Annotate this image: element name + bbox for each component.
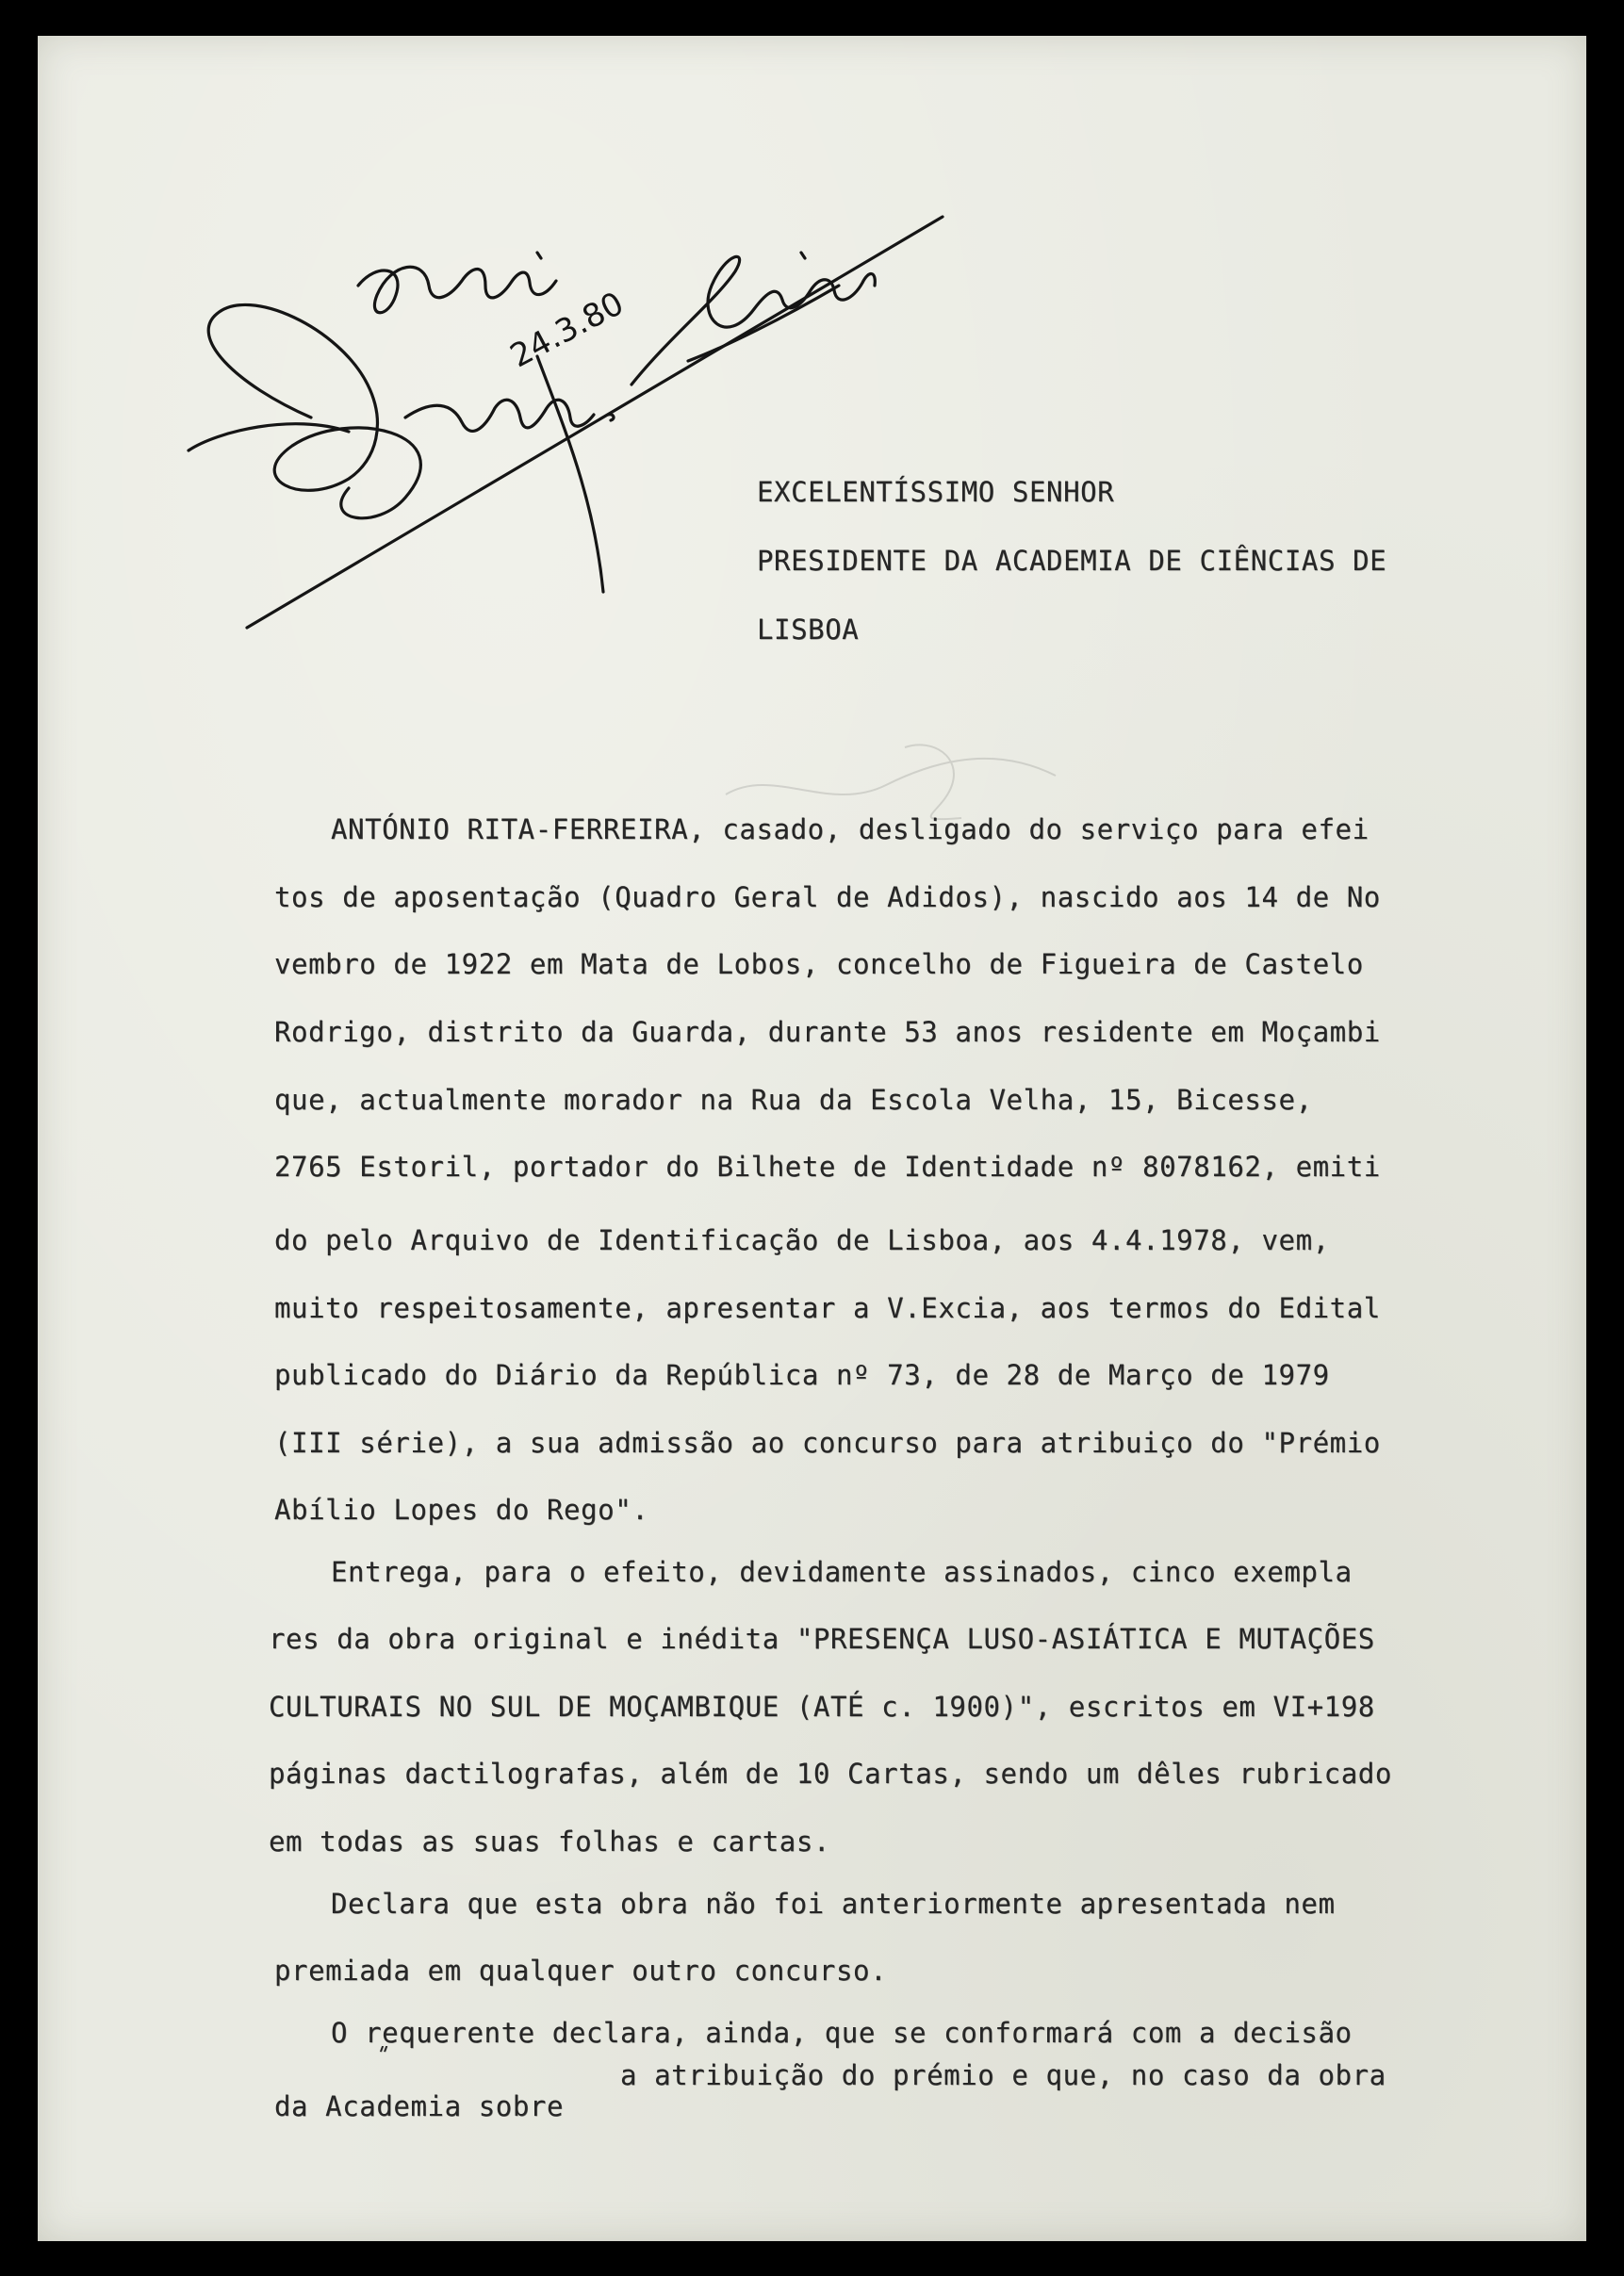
signature-date: 24.3.80 [504, 285, 631, 376]
body-line: Declara que esta obra não foi anteriormente apresentada nem [331, 1888, 1336, 1920]
ditto-mark: " [370, 2043, 393, 2067]
body-line: vembro de 1922 em Mata de Lobos, concelho de Figueira de Castelo [274, 948, 1364, 980]
body-line: da Academia sobre [274, 2090, 565, 2122]
body-line: que, actualmente morador na Rua da Escola Velha, 15, Bicesse, [274, 1084, 1313, 1116]
body-line: res da obra original e inédita "PRESENÇA LUSO-ASIÁTICA E MUTAÇÕES [269, 1623, 1375, 1655]
body-line: ANTÓNIO RITA-FERREIRA, casado, desligado do serviço para efei [331, 813, 1370, 845]
body-line: CULTURAIS NO SUL DE MOÇAMBIQUE (ATÉ c. 1900)", escritos em VI+198 [269, 1691, 1375, 1723]
body-line: a atribuição do prémio e que, no caso da obra [620, 2059, 1386, 2091]
body-line: Rodrigo, distrito da Guarda, durante 53 anos residente em Moçambi [274, 1016, 1381, 1048]
document-page [38, 36, 1586, 2241]
body-line: em todas as suas folhas e cartas. [269, 1826, 830, 1858]
addressee-line-3: LISBOA [757, 614, 860, 646]
addressee-line-1: EXCELENTÍSSIMO SENHOR [757, 476, 1115, 508]
body-line: (III série), a sua admissão ao concurso para atribuiço do "Prémio [274, 1427, 1381, 1459]
addressee-line-2: PRESIDENTE DA ACADEMIA DE CIÊNCIAS DE [757, 545, 1387, 577]
body-line: publicado do Diário da República nº 73, de 28 de Março de 1979 [274, 1359, 1330, 1391]
body-line: premiada em qualquer outro concurso. [274, 1955, 888, 1987]
body-line: 2765 Estoril, portador do Bilhete de Identidade nº 8078162, emiti [274, 1151, 1381, 1183]
body-line: Entrega, para o efeito, devidamente assinados, cinco exempla [331, 1556, 1353, 1588]
body-line: muito respeitosamente, apresentar a V.Excia, aos termos do Edital [274, 1292, 1381, 1324]
body-line: do pelo Arquivo de Identificação de Lisboa, aos 4.4.1978, vem, [274, 1224, 1330, 1256]
body-line: O requerente declara, ainda, que se conformará com a decisão [331, 2017, 1353, 2049]
body-line: páginas dactilografas, além de 10 Cartas, sendo um dêles rubricado [269, 1758, 1392, 1790]
body-line: tos de aposentação (Quadro Geral de Adidos), nascido aos 14 de No [274, 881, 1381, 913]
body-line: Abílio Lopes do Rego". [274, 1494, 649, 1526]
